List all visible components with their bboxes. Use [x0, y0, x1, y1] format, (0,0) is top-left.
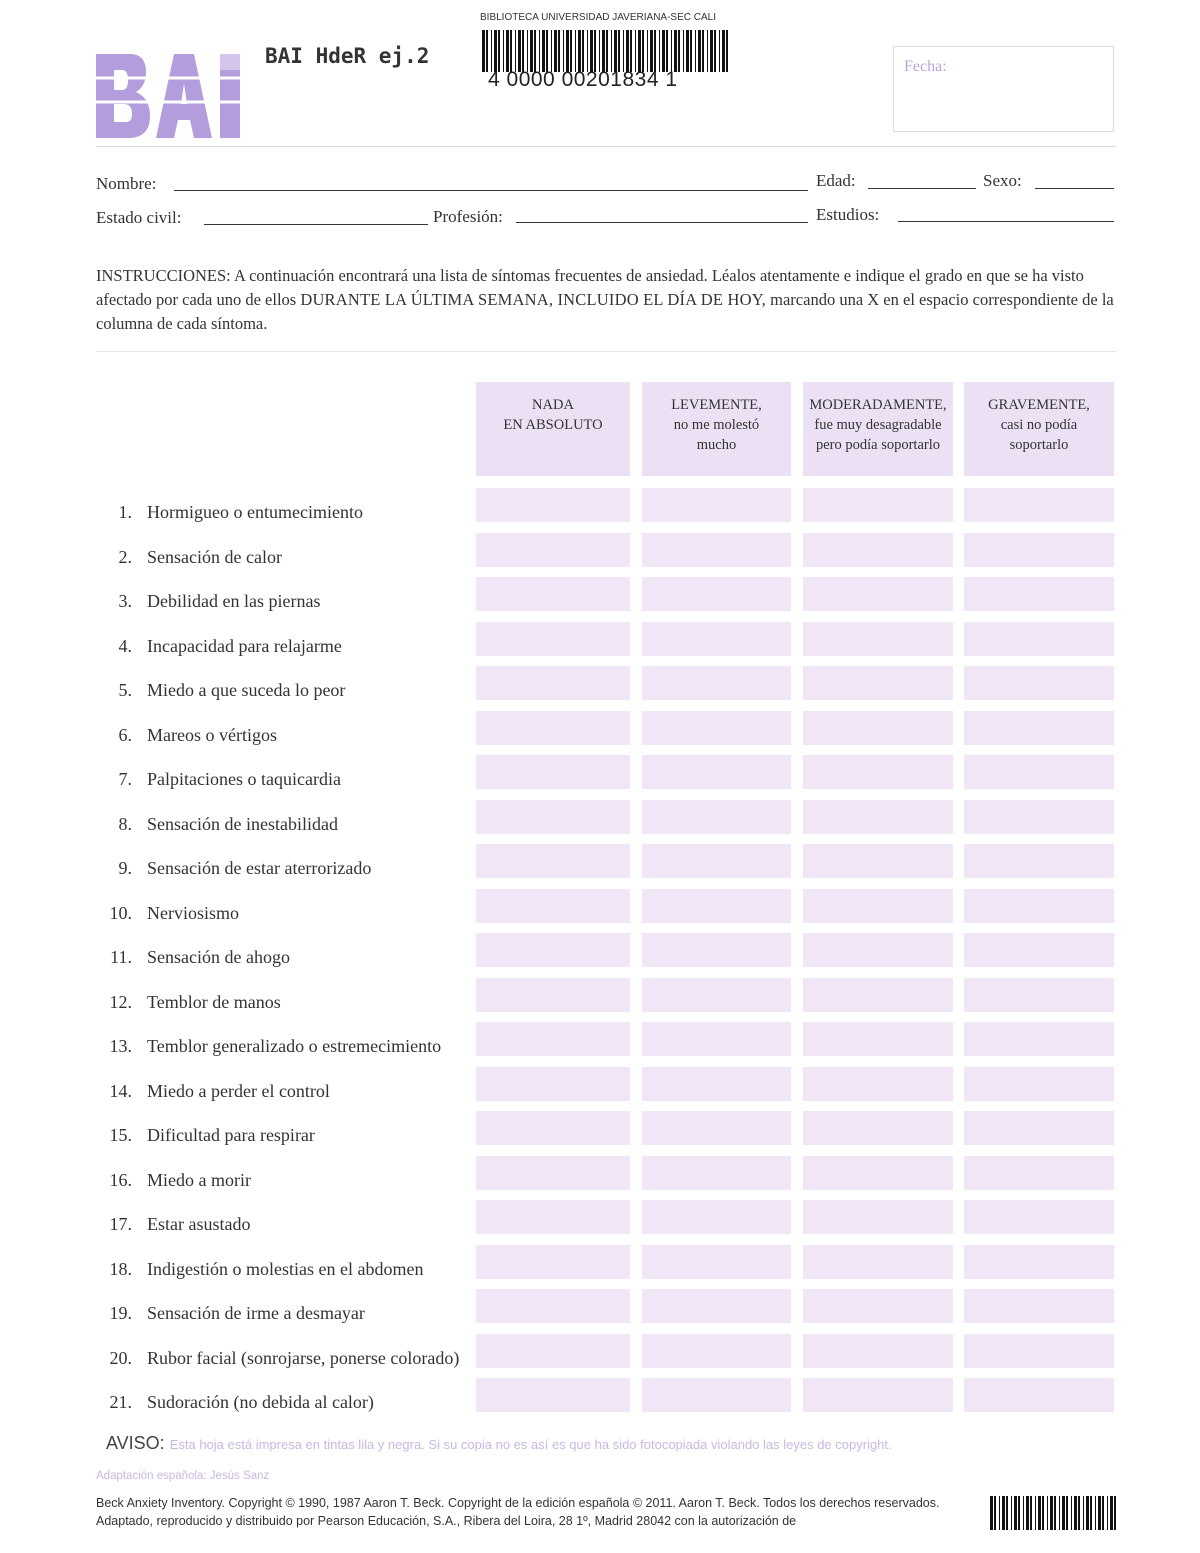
barcode-bar — [1042, 1496, 1044, 1530]
barcode-bar — [1102, 1496, 1104, 1530]
item-text: Sensación de estar aterrorizado — [147, 858, 372, 878]
column-header-line: EN ABSOLUTO — [503, 417, 603, 433]
aviso-label: AVISO: — [106, 1433, 165, 1453]
item-text: Dificultad para respirar — [147, 1125, 315, 1145]
item-text: Sensación de irme a desmayar — [147, 1303, 365, 1323]
item-number: 4. — [118, 635, 132, 656]
answer-cell[interactable] — [803, 978, 953, 1012]
answer-cell[interactable] — [642, 1022, 791, 1056]
answer-cell[interactable] — [476, 800, 630, 834]
answer-cell[interactable] — [476, 1245, 630, 1279]
nombre-field[interactable] — [174, 190, 808, 191]
aviso — [106, 1433, 892, 1454]
item-number: 7. — [118, 769, 132, 789]
answer-cell[interactable] — [803, 1289, 953, 1323]
barcode-bar — [1095, 1496, 1096, 1530]
barcode-bar — [1038, 1496, 1041, 1530]
barcode-bar — [698, 30, 701, 72]
answer-cell[interactable] — [964, 1022, 1114, 1056]
barcode-bar — [606, 30, 608, 72]
instructions-part1: A continuación encontrará una lista de síntomas frecuentes de ansiedad. Léalos atentamente e indique el grado en que se ha visto afectado por cada uno de ellos — [96, 266, 1084, 309]
answer-cell[interactable] — [642, 844, 791, 878]
aviso-text: Esta hoja está impresa en tintas lila y negra. Si su copia no es así es que ha sido fotocopiada violando las leyes de copyright. — [169, 1437, 892, 1452]
column-header-gravemente — [964, 382, 1114, 476]
column-header-line: pero podía soportarlo — [815, 437, 941, 453]
answer-cell[interactable] — [803, 1200, 953, 1234]
answer-cell[interactable] — [476, 1156, 630, 1190]
barcode-bar — [707, 30, 708, 72]
answer-cell[interactable] — [642, 1245, 791, 1279]
answer-cell[interactable] — [476, 1200, 630, 1234]
item-text: Indigestión o molestias en el abdomen — [147, 1258, 424, 1279]
answer-cell[interactable] — [642, 1067, 791, 1101]
answer-cell[interactable] — [476, 1022, 630, 1056]
estado-civil-label: Estado civil: — [96, 208, 182, 227]
answer-cell[interactable] — [642, 978, 791, 1012]
answer-cell[interactable] — [803, 622, 953, 656]
barcode-bar — [710, 30, 713, 72]
answer-cell[interactable] — [964, 933, 1114, 967]
answer-cell[interactable] — [642, 933, 791, 967]
barcode-number: 4 0000 00201834 1 — [488, 68, 678, 91]
answer-cell[interactable] — [476, 711, 630, 745]
barcode-bar — [587, 30, 588, 72]
barcode-bar — [546, 30, 548, 72]
barcode-bar — [1011, 1496, 1012, 1530]
item-text: Sensación de inestabilidad — [147, 813, 338, 834]
barcode-bar — [498, 30, 500, 72]
answer-cell[interactable] — [642, 711, 791, 745]
barcode-bar — [1054, 1496, 1056, 1530]
answer-cell[interactable] — [476, 622, 630, 656]
column-header-line: MODERADAMENTE, — [809, 397, 947, 413]
column-header-line: mucho — [696, 437, 737, 453]
divider — [96, 146, 1116, 147]
item-text: Miedo a que suceda lo peor — [147, 680, 346, 700]
barcode-bar — [570, 30, 572, 72]
item-number: 9. — [118, 858, 132, 878]
barcode-bar — [647, 30, 648, 72]
barcode-bar — [1071, 1496, 1072, 1530]
barcode-bar — [575, 30, 576, 72]
barcode-bar — [482, 30, 485, 72]
divider — [96, 351, 1116, 352]
column-header-nada — [476, 382, 630, 476]
item-number: 16. — [109, 1169, 132, 1190]
item-text: Temblor de manos — [147, 991, 281, 1012]
answer-cell[interactable] — [642, 889, 791, 923]
column-header-line: casi no podía — [1000, 417, 1078, 433]
answer-cell[interactable] — [964, 533, 1114, 567]
barcode-bar — [630, 30, 632, 72]
answer-cell[interactable] — [964, 1067, 1114, 1101]
item-text: Debilidad en las piernas — [147, 591, 321, 611]
answer-cell[interactable] — [803, 1378, 953, 1412]
barcode-bar — [602, 30, 605, 72]
answer-cell[interactable] — [642, 755, 791, 789]
barcode-bar — [1059, 1496, 1060, 1530]
barcode-bar — [1023, 1496, 1024, 1530]
answer-cell[interactable] — [964, 622, 1114, 656]
library-label: BIBLIOTECA UNIVERSIDAD JAVERIANA-SEC CALI — [480, 12, 716, 23]
instructions-emphasis: DURANTE LA ÚLTIMA SEMANA, INCLUIDO EL DÍA DE HOY, — [300, 290, 767, 309]
barcode-bar — [494, 30, 497, 72]
column-header-line: GRAVEMENTE, — [988, 397, 1090, 413]
answer-cell[interactable] — [964, 1156, 1114, 1190]
answer-cell[interactable] — [964, 978, 1114, 1012]
barcode-bar — [1083, 1496, 1084, 1530]
answer-cell[interactable] — [476, 1067, 630, 1101]
answer-cell[interactable] — [476, 755, 630, 789]
fecha-label: Fecha: — [904, 58, 947, 75]
barcode-bar — [542, 30, 545, 72]
item-text: Sensación de calor — [147, 546, 282, 567]
answer-cell[interactable] — [803, 889, 953, 923]
barcode-bar — [1090, 1496, 1092, 1530]
item-number: 17. — [109, 1214, 132, 1234]
barcode-bar — [515, 30, 516, 72]
profesion-field[interactable] — [516, 222, 808, 223]
barcode-bar — [510, 30, 512, 72]
item-number: 1. — [118, 502, 132, 522]
barcode-bar — [1035, 1496, 1036, 1530]
barcode-bar — [1002, 1496, 1005, 1530]
column-header-moderadamente — [803, 382, 953, 476]
item-number: 6. — [118, 724, 132, 745]
barcode-bar — [726, 30, 728, 72]
barcode-bar — [1114, 1496, 1116, 1530]
instructions — [96, 264, 1116, 336]
answer-cell[interactable] — [642, 1200, 791, 1234]
barcode-bar — [1098, 1496, 1101, 1530]
answer-cell[interactable] — [803, 800, 953, 834]
barcode-bar — [1110, 1496, 1113, 1530]
answer-cell[interactable] — [803, 933, 953, 967]
barcode-bar — [563, 30, 564, 72]
item-number: 21. — [109, 1392, 132, 1412]
nombre-label: Nombre: — [96, 174, 157, 193]
answer-cell[interactable] — [964, 666, 1114, 700]
estado-civil-field[interactable] — [204, 224, 428, 225]
barcode-bar — [590, 30, 593, 72]
answer-cell[interactable] — [803, 533, 953, 567]
answer-cell[interactable] — [964, 1200, 1114, 1234]
barcode-bar — [719, 30, 720, 72]
barcode-bar — [539, 30, 540, 72]
barcode-bar — [611, 30, 612, 72]
barcode-bar — [626, 30, 629, 72]
barcode-bar — [683, 30, 684, 72]
answer-cell[interactable] — [476, 533, 630, 567]
answer-cell[interactable] — [476, 844, 630, 878]
answer-cell[interactable] — [803, 1111, 953, 1145]
item-text: Nerviosismo — [147, 902, 239, 923]
answer-cell[interactable] — [964, 1289, 1114, 1323]
edad-label: Edad: — [816, 171, 856, 190]
answer-cell[interactable] — [476, 978, 630, 1012]
barcode-bar — [1086, 1496, 1089, 1530]
answer-cell[interactable] — [642, 666, 791, 700]
answer-cell[interactable] — [642, 622, 791, 656]
item-text: Mareos o vértigos — [147, 724, 277, 745]
item-number: 5. — [118, 680, 132, 700]
answer-cell[interactable] — [803, 1022, 953, 1056]
column-header-line: LEVEMENTE, — [671, 397, 762, 413]
answer-cell[interactable] — [642, 1156, 791, 1190]
answer-cell[interactable] — [476, 666, 630, 700]
answer-cell[interactable] — [803, 755, 953, 789]
barcode-bar — [1066, 1496, 1068, 1530]
barcode-bar — [642, 30, 644, 72]
answer-cell[interactable] — [964, 711, 1114, 745]
barcode-bar — [486, 30, 488, 72]
column-header-line: fue muy desagradable — [814, 417, 942, 433]
answer-cell[interactable] — [642, 533, 791, 567]
item-number: 15. — [109, 1125, 132, 1145]
answer-cell[interactable] — [803, 488, 953, 522]
item-number: 10. — [109, 902, 132, 923]
barcode-bar — [1026, 1496, 1029, 1530]
bottom-barcode — [988, 1496, 1120, 1530]
answer-cell[interactable] — [476, 1334, 630, 1368]
item-text: Sudoración (no debida al calor) — [147, 1392, 374, 1412]
barcode-bar — [1030, 1496, 1032, 1530]
barcode-bar — [1014, 1496, 1017, 1530]
barcode-bar — [522, 30, 524, 72]
item-number: 20. — [109, 1347, 132, 1368]
item-text: Miedo a morir — [147, 1169, 251, 1190]
answer-cell[interactable] — [964, 488, 1114, 522]
barcode-bar — [1074, 1496, 1077, 1530]
answer-cell[interactable] — [642, 1378, 791, 1412]
form-code: BAI HdeR ej.2 — [265, 44, 430, 68]
item-number: 11. — [110, 947, 132, 967]
answer-cell[interactable] — [964, 1111, 1114, 1145]
column-header-line: soportarlo — [1009, 437, 1069, 453]
barcode-bar — [618, 30, 620, 72]
item-text: Palpitaciones o taquicardia — [147, 769, 341, 789]
barcode-bar — [530, 30, 533, 72]
column-header-line: NADA — [532, 397, 574, 413]
item-text: Incapacidad para relajarme — [147, 635, 342, 656]
barcode-bar — [666, 30, 668, 72]
barcode-bar — [554, 30, 557, 72]
answer-cell[interactable] — [964, 755, 1114, 789]
barcode-bar — [994, 1496, 996, 1530]
answer-cell[interactable] — [642, 1334, 791, 1368]
barcode-bar — [999, 1496, 1000, 1530]
barcode-bar — [1006, 1496, 1008, 1530]
barcode-bar — [1078, 1496, 1080, 1530]
item-number: 14. — [109, 1080, 132, 1101]
answer-cell[interactable] — [803, 577, 953, 611]
barcode-bar — [566, 30, 569, 72]
answer-cell[interactable] — [803, 666, 953, 700]
barcode-bar — [702, 30, 704, 72]
estudios-field[interactable] — [898, 221, 1114, 222]
barcode-bar — [614, 30, 617, 72]
sexo-field[interactable] — [1035, 188, 1114, 189]
barcode-bar — [503, 30, 504, 72]
item-number: 13. — [109, 1036, 132, 1056]
answer-cell[interactable] — [803, 711, 953, 745]
barcode-bar — [578, 30, 581, 72]
answer-cell[interactable] — [964, 577, 1114, 611]
barcode-bar — [1018, 1496, 1020, 1530]
item-text: Hormigueo o entumecimiento — [147, 502, 363, 522]
barcode-bar — [695, 30, 696, 72]
barcode-bar — [1062, 1496, 1065, 1530]
barcode-bar — [506, 30, 509, 72]
answer-cell[interactable] — [476, 933, 630, 967]
barcode-bar — [671, 30, 672, 72]
answer-cell[interactable] — [803, 1067, 953, 1101]
copyright-notice: Beck Anxiety Inventory. Copyright © 1990, 1987 Aaron T. Beck. Copyright de la edición española © 2011. Aaron T. Beck. Todos los derechos reservados. Adaptado, reproducido y distribuido por Pearson Educación, S.A., Ribera del Loira, 28 1º, Madrid 28042 con la autorización de — [96, 1496, 940, 1528]
barcode-bar — [686, 30, 689, 72]
instructions-part2: marcando una X en el espacio correspondiente de la columna de cada síntoma. — [96, 290, 1114, 333]
barcode-bar — [527, 30, 528, 72]
answer-cell[interactable] — [964, 1245, 1114, 1279]
barcode-bar — [635, 30, 636, 72]
bai-logo — [96, 50, 246, 142]
barcode-bar — [714, 30, 716, 72]
answer-cell[interactable] — [964, 1334, 1114, 1368]
answer-cell[interactable] — [803, 1245, 953, 1279]
barcode-bar — [551, 30, 552, 72]
edad-field[interactable] — [868, 188, 976, 189]
barcode-bar — [678, 30, 680, 72]
barcode-bar — [1107, 1496, 1108, 1530]
barcode-bar — [558, 30, 560, 72]
item-text: Temblor generalizado o estremecimiento — [147, 1036, 442, 1056]
item-number: 8. — [118, 813, 132, 834]
answer-cell[interactable] — [642, 488, 791, 522]
instructions-lead: INSTRUCCIONES: — [96, 266, 231, 285]
barcode-bar — [650, 30, 653, 72]
item-text: Sensación de ahogo — [147, 947, 290, 967]
item-number: 18. — [109, 1258, 132, 1279]
answer-cell[interactable] — [476, 1289, 630, 1323]
barcode-bar — [990, 1496, 993, 1530]
answer-cell[interactable] — [642, 1111, 791, 1145]
answer-cell[interactable] — [964, 844, 1114, 878]
barcode-bar — [722, 30, 725, 72]
answer-cell[interactable] — [803, 844, 953, 878]
adaptation-credit: Adaptación española: Jesús Sanz — [96, 1470, 270, 1482]
answer-cell[interactable] — [964, 800, 1114, 834]
sexo-label: Sexo: — [983, 171, 1022, 190]
item-text: Rubor facial (sonrojarse, ponerse colorado) — [147, 1347, 460, 1368]
answer-cell[interactable] — [964, 1378, 1114, 1412]
answer-cell[interactable] — [642, 800, 791, 834]
item-number: 12. — [109, 991, 132, 1012]
barcode-bar — [1047, 1496, 1048, 1530]
barcode-bar — [518, 30, 521, 72]
answer-cell[interactable] — [476, 577, 630, 611]
profesion-label: Profesión: — [433, 207, 503, 226]
answer-cell[interactable] — [642, 577, 791, 611]
item-number: 19. — [109, 1303, 132, 1323]
barcode-bar — [690, 30, 692, 72]
column-header-levemente — [642, 382, 791, 476]
barcode-bar — [623, 30, 624, 72]
answer-cell[interactable] — [476, 1378, 630, 1412]
answer-cell[interactable] — [964, 889, 1114, 923]
barcode-bar — [594, 30, 596, 72]
item-text: Estar asustado — [147, 1214, 251, 1234]
answer-cell[interactable] — [642, 1289, 791, 1323]
barcode-bar — [599, 30, 600, 72]
barcode-bar — [638, 30, 641, 72]
answer-cell[interactable] — [476, 889, 630, 923]
barcode-bar — [491, 30, 492, 72]
answer-cell[interactable] — [803, 1334, 953, 1368]
answer-cell[interactable] — [476, 488, 630, 522]
barcode-bar — [1050, 1496, 1053, 1530]
barcode-bar — [659, 30, 660, 72]
item-number: 3. — [118, 591, 132, 611]
barcode-bar — [534, 30, 536, 72]
answer-cell[interactable] — [476, 1111, 630, 1145]
answer-cell[interactable] — [803, 1156, 953, 1190]
column-header-line: no me molestó — [673, 417, 760, 433]
item-number: 2. — [118, 546, 132, 567]
barcode-bar — [662, 30, 665, 72]
barcode-bar — [654, 30, 656, 72]
estudios-label: Estudios: — [816, 205, 880, 224]
barcode-bar — [674, 30, 677, 72]
barcode-bar — [582, 30, 584, 72]
item-text: Miedo a perder el control — [147, 1080, 330, 1101]
